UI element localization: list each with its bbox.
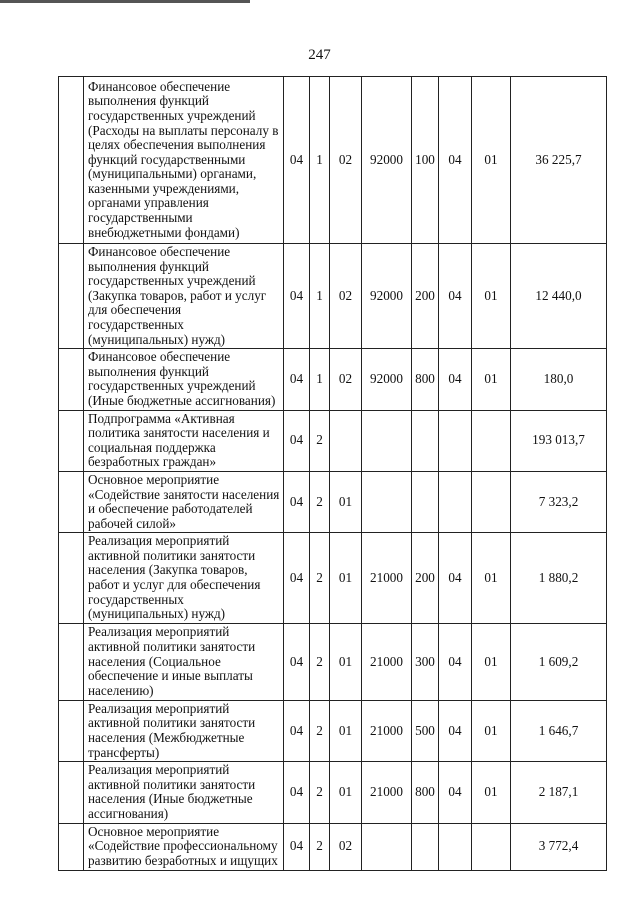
event-code-cell: 01 [330,533,362,624]
expense-type-cell [412,471,439,532]
table-row [59,471,607,532]
item-name-cell: Реализация мероприятий активной политики занятости населения (Межбюджетные трансферты) [84,700,284,761]
table-row [59,77,607,244]
program-code-cell: 1 [310,244,330,349]
direction-code-cell [362,471,412,532]
item-name-cell: Финансовое обеспечение выполнения функций государственных учреждений (Расходы на выплаты персоналу в целях обеспечения выполнения функций государственными (муниципальными) органами, казенными учреждениями, органами управления государственными внебюджетными фондами) [84,77,284,244]
section-code-cell: 04 [284,762,310,823]
program-code-cell: 2 [310,533,330,624]
expense-type-cell: 200 [412,244,439,349]
event-code-cell: 02 [330,77,362,244]
subsection-cell [472,410,511,471]
row-number-cell [59,244,84,349]
program-code-cell: 2 [310,623,330,700]
direction-code-cell: 21000 [362,533,412,624]
expense-type-cell [412,823,439,870]
section-code-cell: 04 [284,349,310,410]
budget-table [58,76,607,871]
direction-code-cell: 21000 [362,623,412,700]
subsection-cell: 01 [472,700,511,761]
row-number-cell [59,77,84,244]
amount-cell: 180,0 [511,349,607,410]
program-code-cell: 2 [310,471,330,532]
section-code-cell: 04 [284,244,310,349]
direction-code-cell: 21000 [362,700,412,761]
amount-cell: 1 609,2 [511,623,607,700]
expense-type-cell [412,410,439,471]
event-code-cell: 02 [330,244,362,349]
expense-type-cell: 200 [412,533,439,624]
amount-cell: 3 772,4 [511,823,607,870]
event-code-cell [330,410,362,471]
amount-cell: 1 646,7 [511,700,607,761]
row-number-cell [59,349,84,410]
subsection-cell [472,471,511,532]
table-row [59,623,607,700]
direction-code-cell: 92000 [362,244,412,349]
section-cell [439,823,472,870]
top-rule [0,0,250,3]
row-number-cell [59,762,84,823]
direction-code-cell: 92000 [362,77,412,244]
program-code-cell: 2 [310,823,330,870]
expense-type-cell: 300 [412,623,439,700]
program-code-cell: 1 [310,77,330,244]
program-code-cell: 1 [310,349,330,410]
program-code-cell: 2 [310,410,330,471]
item-name-cell: Реализация мероприятий активной политики занятости населения (Закупка товаров, работ и услуг для обеспечения государственных (муниципальных) нужд) [84,533,284,624]
amount-cell: 36 225,7 [511,77,607,244]
row-number-cell [59,410,84,471]
amount-cell: 7 323,2 [511,471,607,532]
amount-cell: 193 013,7 [511,410,607,471]
amount-cell: 2 187,1 [511,762,607,823]
event-code-cell: 01 [330,471,362,532]
section-code-cell: 04 [284,623,310,700]
amount-cell: 1 880,2 [511,533,607,624]
program-code-cell: 2 [310,700,330,761]
amount-cell: 12 440,0 [511,244,607,349]
item-name-cell: Финансовое обеспечение выполнения функций государственных учреждений (Закупка товаров, работ и услуг для обеспечения государственных (муниципальных) нужд) [84,244,284,349]
subsection-cell: 01 [472,244,511,349]
event-code-cell: 02 [330,349,362,410]
table-row [59,700,607,761]
section-cell: 04 [439,77,472,244]
table-row [59,762,607,823]
section-cell: 04 [439,244,472,349]
page-number: 247 [308,47,331,63]
row-number-cell [59,533,84,624]
event-code-cell: 01 [330,762,362,823]
section-code-cell: 04 [284,77,310,244]
event-code-cell: 01 [330,700,362,761]
event-code-cell: 02 [330,823,362,870]
row-number-cell [59,471,84,532]
table-row [59,533,607,624]
subsection-cell [472,823,511,870]
section-code-cell: 04 [284,471,310,532]
section-code-cell: 04 [284,410,310,471]
expense-type-cell: 800 [412,349,439,410]
section-cell [439,410,472,471]
expense-type-cell: 500 [412,700,439,761]
table-row [59,244,607,349]
row-number-cell [59,700,84,761]
section-cell: 04 [439,762,472,823]
item-name-cell: Финансовое обеспечение выполнения функций государственных учреждений (Иные бюджетные ассигнования) [84,349,284,410]
section-code-cell: 04 [284,533,310,624]
table-row [59,823,607,870]
item-name-cell: Реализация мероприятий активной политики занятости населения (Иные бюджетные ассигнования) [84,762,284,823]
section-cell: 04 [439,700,472,761]
section-cell [439,471,472,532]
item-name-cell: Основное мероприятие «Содействие занятости населения и обеспечение работодателей рабочей силой» [84,471,284,532]
row-number-cell [59,623,84,700]
direction-code-cell [362,410,412,471]
subsection-cell: 01 [472,77,511,244]
section-code-cell: 04 [284,700,310,761]
table-row [59,410,607,471]
event-code-cell: 01 [330,623,362,700]
direction-code-cell: 92000 [362,349,412,410]
row-number-cell [59,823,84,870]
subsection-cell: 01 [472,762,511,823]
section-cell: 04 [439,623,472,700]
section-cell: 04 [439,533,472,624]
item-name-cell: Реализация мероприятий активной политики занятости населения (Социальное обеспечение и иные выплаты населению) [84,623,284,700]
section-cell: 04 [439,349,472,410]
item-name-cell: Основное мероприятие «Содействие профессиональному развитию безработных и ищущих [84,823,284,870]
expense-type-cell: 100 [412,77,439,244]
direction-code-cell [362,823,412,870]
subsection-cell: 01 [472,623,511,700]
subsection-cell: 01 [472,533,511,624]
direction-code-cell: 21000 [362,762,412,823]
section-code-cell: 04 [284,823,310,870]
item-name-cell: Подпрограмма «Активная политика занятости населения и социальная поддержка безработных граждан» [84,410,284,471]
program-code-cell: 2 [310,762,330,823]
table-row [59,349,607,410]
expense-type-cell: 800 [412,762,439,823]
subsection-cell: 01 [472,349,511,410]
